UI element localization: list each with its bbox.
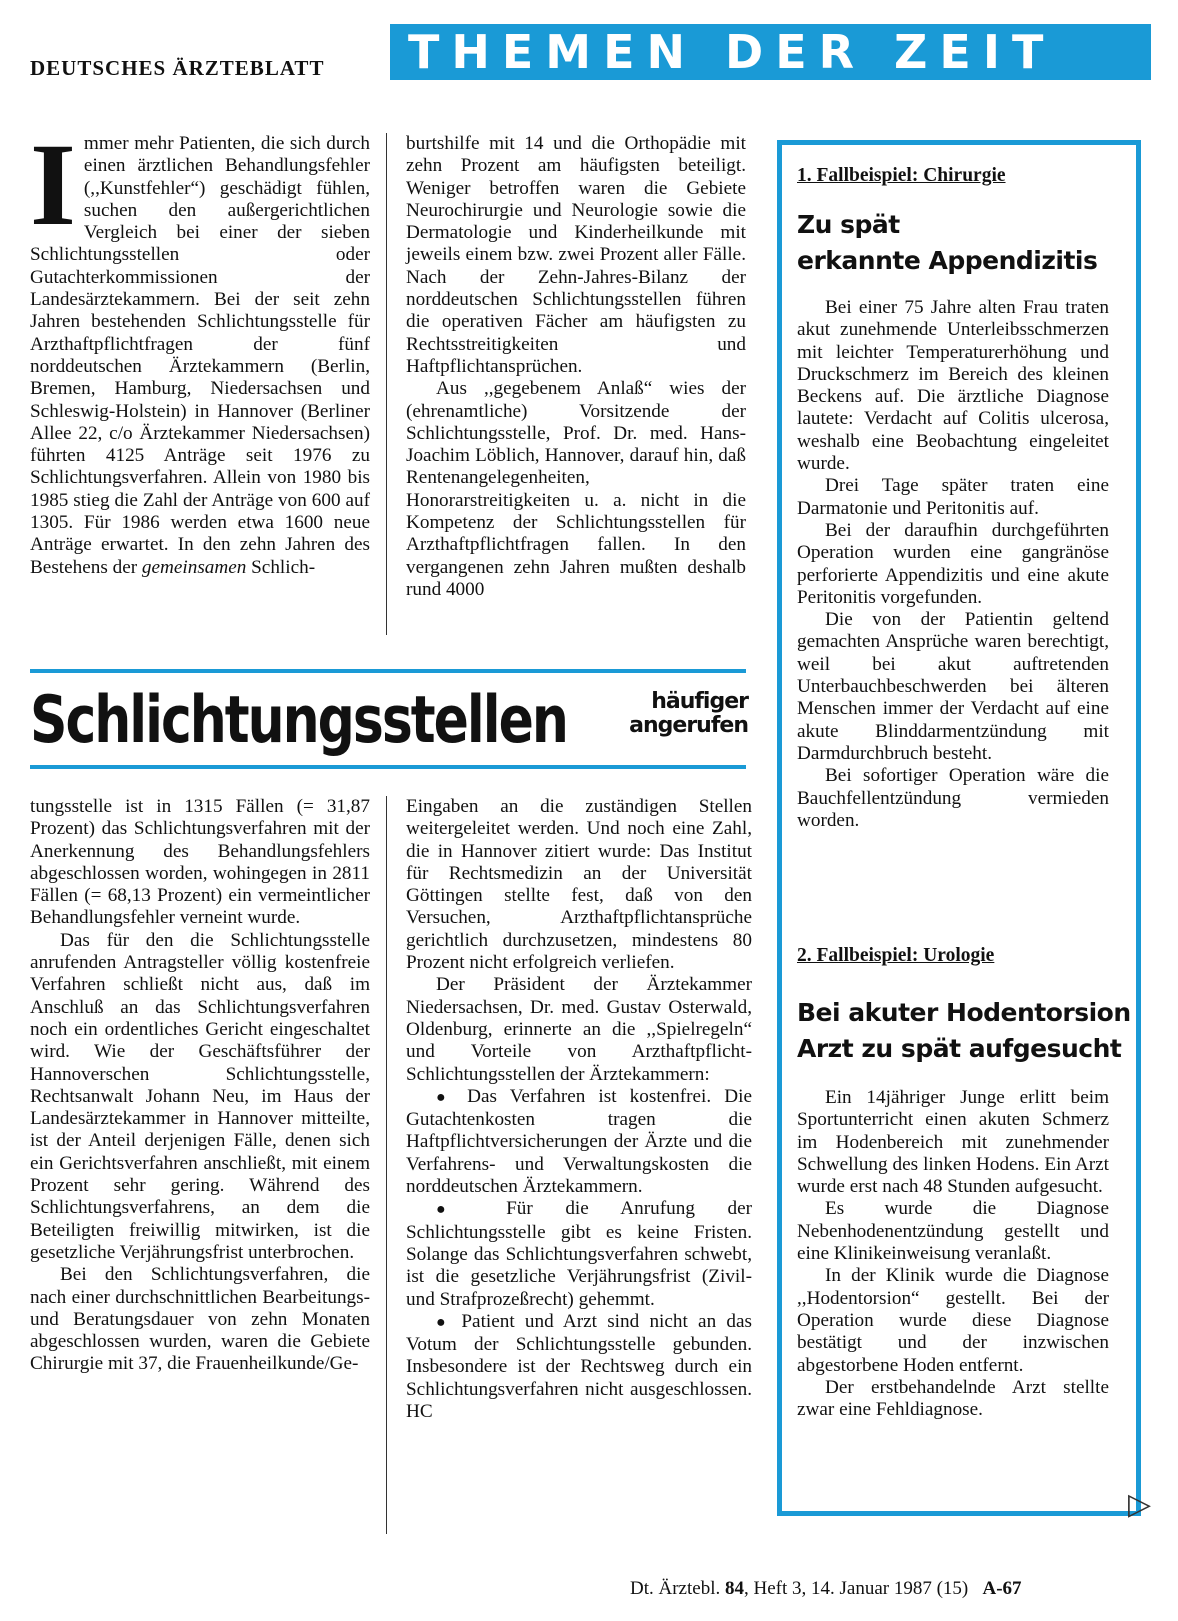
- drop-cap: I: [30, 119, 76, 250]
- column-1-bottom: [30, 796, 370, 1376]
- case1-text: [797, 297, 1109, 832]
- headline-sub-line2: angerufen: [629, 713, 748, 738]
- column-divider: [386, 133, 387, 635]
- col1-bot-p3: Bei den Schlichtungsverfahren, die nach einer durchschnittlichen Bearbeitungs- und Beratungsdauer von zehn Monaten abgeschlossen wurden, waren die Gebiete Chirurgie mit 37, die Frauenheilkunde/Ge-: [30, 1264, 370, 1375]
- case2-title-line2: Arzt zu spät aufgesucht: [797, 1034, 1122, 1063]
- footer-page-number: A-67: [982, 1578, 1022, 1599]
- continue-arrow-icon: ▷: [1128, 1488, 1152, 1521]
- col1-bot-p2: Das für den die Schlichtungsstelle anrufenden Antragsteller völlig kostenfreie Verfahren schließt nicht aus, daß im Anschluß an das Schlichtungsverfahren noch ein ordentliches Gericht eingeschaltet wird. Wie der Geschäftsführer der Hannoverschen Schlichtungsstelle, Rechtsanwalt Johann Neu, im Haus der Landesärztekammer in Hannover mitteilte, ist der Anteil derjenigen Fälle, denen sich ein Gerichtsverfahren anschließt, mit einem Prozent sehr gering. Während des Schlichtungsverfahrens, an dem die Beteiligten freiwillig mitwirken, ist die gesetzliche Verjährungsfrist unterbrochen.: [30, 929, 370, 1263]
- headline-rule-top: [30, 669, 746, 673]
- case-sidebar: [777, 140, 1141, 1516]
- col1-top-tail: Schlich-: [251, 556, 316, 578]
- col2-bot-p3: Das Verfahren ist kostenfrei. Die Gutachtenkosten tragen die Haftpflichtversicherungen der Ärzte und die Verfahrens- und Verwaltungskosten die norddeutschen Ärztekammern.: [406, 1085, 752, 1198]
- case1-p4: Die von der Patientin geltend gemachten Ansprüche waren berechtigt, weil bei akut auftretenden Unterbauchbeschwerden bei älteren Menschen immer der Verdacht auf eine akute Blinddarmentzündung mit Darmdurchbruch besteht.: [797, 609, 1109, 764]
- case2-p4: Der erstbehandelnde Arzt stellte zwar eine Fehldiagnose.: [797, 1376, 1109, 1421]
- case1-title-line1: Zu spät: [797, 210, 900, 239]
- col1-top-italic: gemeinsamen: [141, 556, 247, 578]
- case2-p3: In der Klinik wurde die Diagnose ,,Hodentorsion“ gestellt. Bei der Operation wurde diese Diagnose bestätigt und der inzwischen abgestorbene Hoden entfernt.: [797, 1265, 1109, 1376]
- headline: Schlichtungsstellen: [30, 683, 567, 758]
- col2-bot-p4: Für die Anrufung der Schlichtungsstelle gibt es keine Fristen. Solange das Schlichtungsverfahren schwebt, ist die gesetzliche Verjährungsfrist (Zivil- und Strafprozeßrecht) gehemmt.: [406, 1198, 753, 1310]
- case1-p5: Bei sofortiger Operation wäre die Bauchfellentzündung vermieden worden.: [797, 765, 1109, 831]
- column-divider-bottom: [386, 796, 387, 1534]
- case1-title: [797, 207, 1097, 279]
- column-2-bottom: [406, 796, 752, 1423]
- col2-bot-p5: Patient und Arzt sind nicht an das Votum der Schlichtungsstelle gebunden. Insbesondere ist der Rechtsweg durch ein Schlichtungsverfahren nicht ausgeschlossen. HC: [406, 1310, 752, 1423]
- case2-label: 2. Fallbeispiel: Urologie: [797, 945, 995, 966]
- column-1-top: [30, 119, 370, 579]
- col1-bot-p1: tungsstelle ist in 1315 Fällen (= 31,87 Prozent) das Schlichtungsverfahren mit der Anerkennung des Behandlungsfehlers abgeschlossen worden, wohingegen in 2811 Fällen (= 68,13 Prozent) ein vermeintlicher Behandlungsfehler verneint wurde.: [30, 796, 370, 929]
- bullet-icon: ●: [436, 1313, 452, 1331]
- case1-label: 1. Fallbeispiel: Chirurgie: [797, 165, 1006, 186]
- case1-p1: Bei einer 75 Jahre alten Frau traten akut zunehmende Unterleibsschmerzen mit leichter Temperaturerhöhung und Druckschmerz im Bereich des kleinen Beckens auf. Die ärztliche Diagnose lautete: Verdacht auf Colitis ulcerosa, weshalb eine Beobachtung eingeleitet wurde.: [797, 297, 1109, 475]
- headline-sub-line1: häufiger: [651, 689, 748, 714]
- masthead: DEUTSCHES ÄRZTEBLATT: [30, 56, 325, 80]
- case1-title-line2: erkannte Appendizitis: [797, 246, 1098, 275]
- column-2-top: [406, 133, 746, 601]
- case1-p2: Drei Tage später traten eine Darmatonie und Peritonitis auf.: [797, 475, 1109, 519]
- bullet-icon: ●: [436, 1201, 474, 1219]
- col2-top-p2: Aus ,,gegebenem Anlaß“ wies der (ehrenamtliche) Vorsitzende der Schlichtungsstelle, Prof. Dr. med. Hans-Joachim Löblich, Hannover, darauf hin, daß Rentenangelegenheiten, Honorarstreitigkeiten u. a. nicht in die Kompetenz der Schlichtungsstellen für Arzthaftpflichtfragen fallen. In den vergangenen zehn Jahren mußten deshalb rund 4000: [406, 378, 746, 600]
- page-footer: [630, 1578, 1022, 1600]
- col2-top-p1: burtshilfe mit 14 und die Orthopädie mit zehn Prozent am häufigsten beteiligt. Weniger betroffen waren die Gebiete Neurochirurgie und Neurologie sowie die Dermatologie und Kinderheilkunde mit jeweils einem bzw. zwei Prozent aller Fälle. Nach der Zehn-Jahres-Bilanz der norddeutschen Schlichtungsstellen führen die operativen Fächer am häufigsten zu Rechtsstreitigkeiten und Haftpflichtansprüchen.: [406, 133, 746, 377]
- bullet-icon: ●: [436, 1088, 454, 1106]
- case2-p2: Es wurde die Diagnose Nebenhodenentzündung gestellt und eine Klinikeinweisung veranlaßt.: [797, 1198, 1109, 1265]
- headline-subtitle: [622, 690, 748, 738]
- case2-text: [797, 1087, 1109, 1421]
- case2-title: [797, 995, 1131, 1067]
- case2-title-line1: Bei akuter Hodentorsion: [797, 998, 1131, 1027]
- footer-journal: Dt. Ärztebl.: [630, 1578, 721, 1599]
- col1-top-text: mmer mehr Patienten, die sich durch einen ärztlichen Behandlungsfehler (,,Kunstfehler“) geschädigt fühlen, suchen den außergerichtlichen Vergleich bei einer der sieben Schlichtungsstellen oder Gutachterkommissionen der Landesärztekammern. Bei der seit zehn Jahren bestehenden Schlichtungsstelle für Arzthaftpflichtfragen der fünf norddeutschen Ärztekammern (Berlin, Bremen, Hamburg, Niedersachsen und Schleswig-Holstein) in Hannover (Berliner Allee 22, c/o Ärztekammer Niedersachsen) führten 4125 Anträge seit 1976 zu Schlichtungsverfahren. Allein von 1980 bis 1985 stieg die Zahl der Anträge von 600 auf 1305. Für 1986 werden etwa 1600 neue Anträge erwartet. In den zehn Jahren des Bestehens der: [30, 133, 370, 578]
- case1-p3: Bei der daraufhin durchgeführten Operation wurden eine gangränöse perforierte Appendizitis und eine akute Peritonitis vorgefunden.: [797, 519, 1109, 608]
- footer-volume: 84: [724, 1578, 744, 1599]
- col2-bot-p2: Der Präsident der Ärztekammer Niedersachsen, Dr. med. Gustav Osterwald, Oldenburg, erinnerte an die ,,Spielregeln“ und Vorteile von Arzthaftpflicht-Schlichtungsstellen der Ärztekammern:: [406, 974, 752, 1085]
- col2-bot-p1: Eingaben an die zuständigen Stellen weitergeleitet werden. Und noch eine Zahl, die in Hannover zitiert wurde: Das Institut für Rechtsmedizin an der Universität Göttingen stellte fest, daß von den Versuchen, Arzthaftpflichtansprüche gerichtlich durchzusetzen, mindestens 80 Prozent nicht erfolgreich verliefen.: [406, 796, 752, 974]
- case2-p1: Ein 14jähriger Junge erlitt beim Sportunterricht einen akuten Schmerz im Hodenbereich mit zunehmender Schwellung des linken Hodens. Ein Arzt wurde erst nach 48 Stunden aufgesucht.: [797, 1087, 1109, 1198]
- footer-issue: , Heft 3, 14. Januar 1987 (15): [743, 1578, 969, 1599]
- headline-rule-bottom: [30, 765, 746, 769]
- section-banner: THEMEN DER ZEIT: [390, 24, 1151, 80]
